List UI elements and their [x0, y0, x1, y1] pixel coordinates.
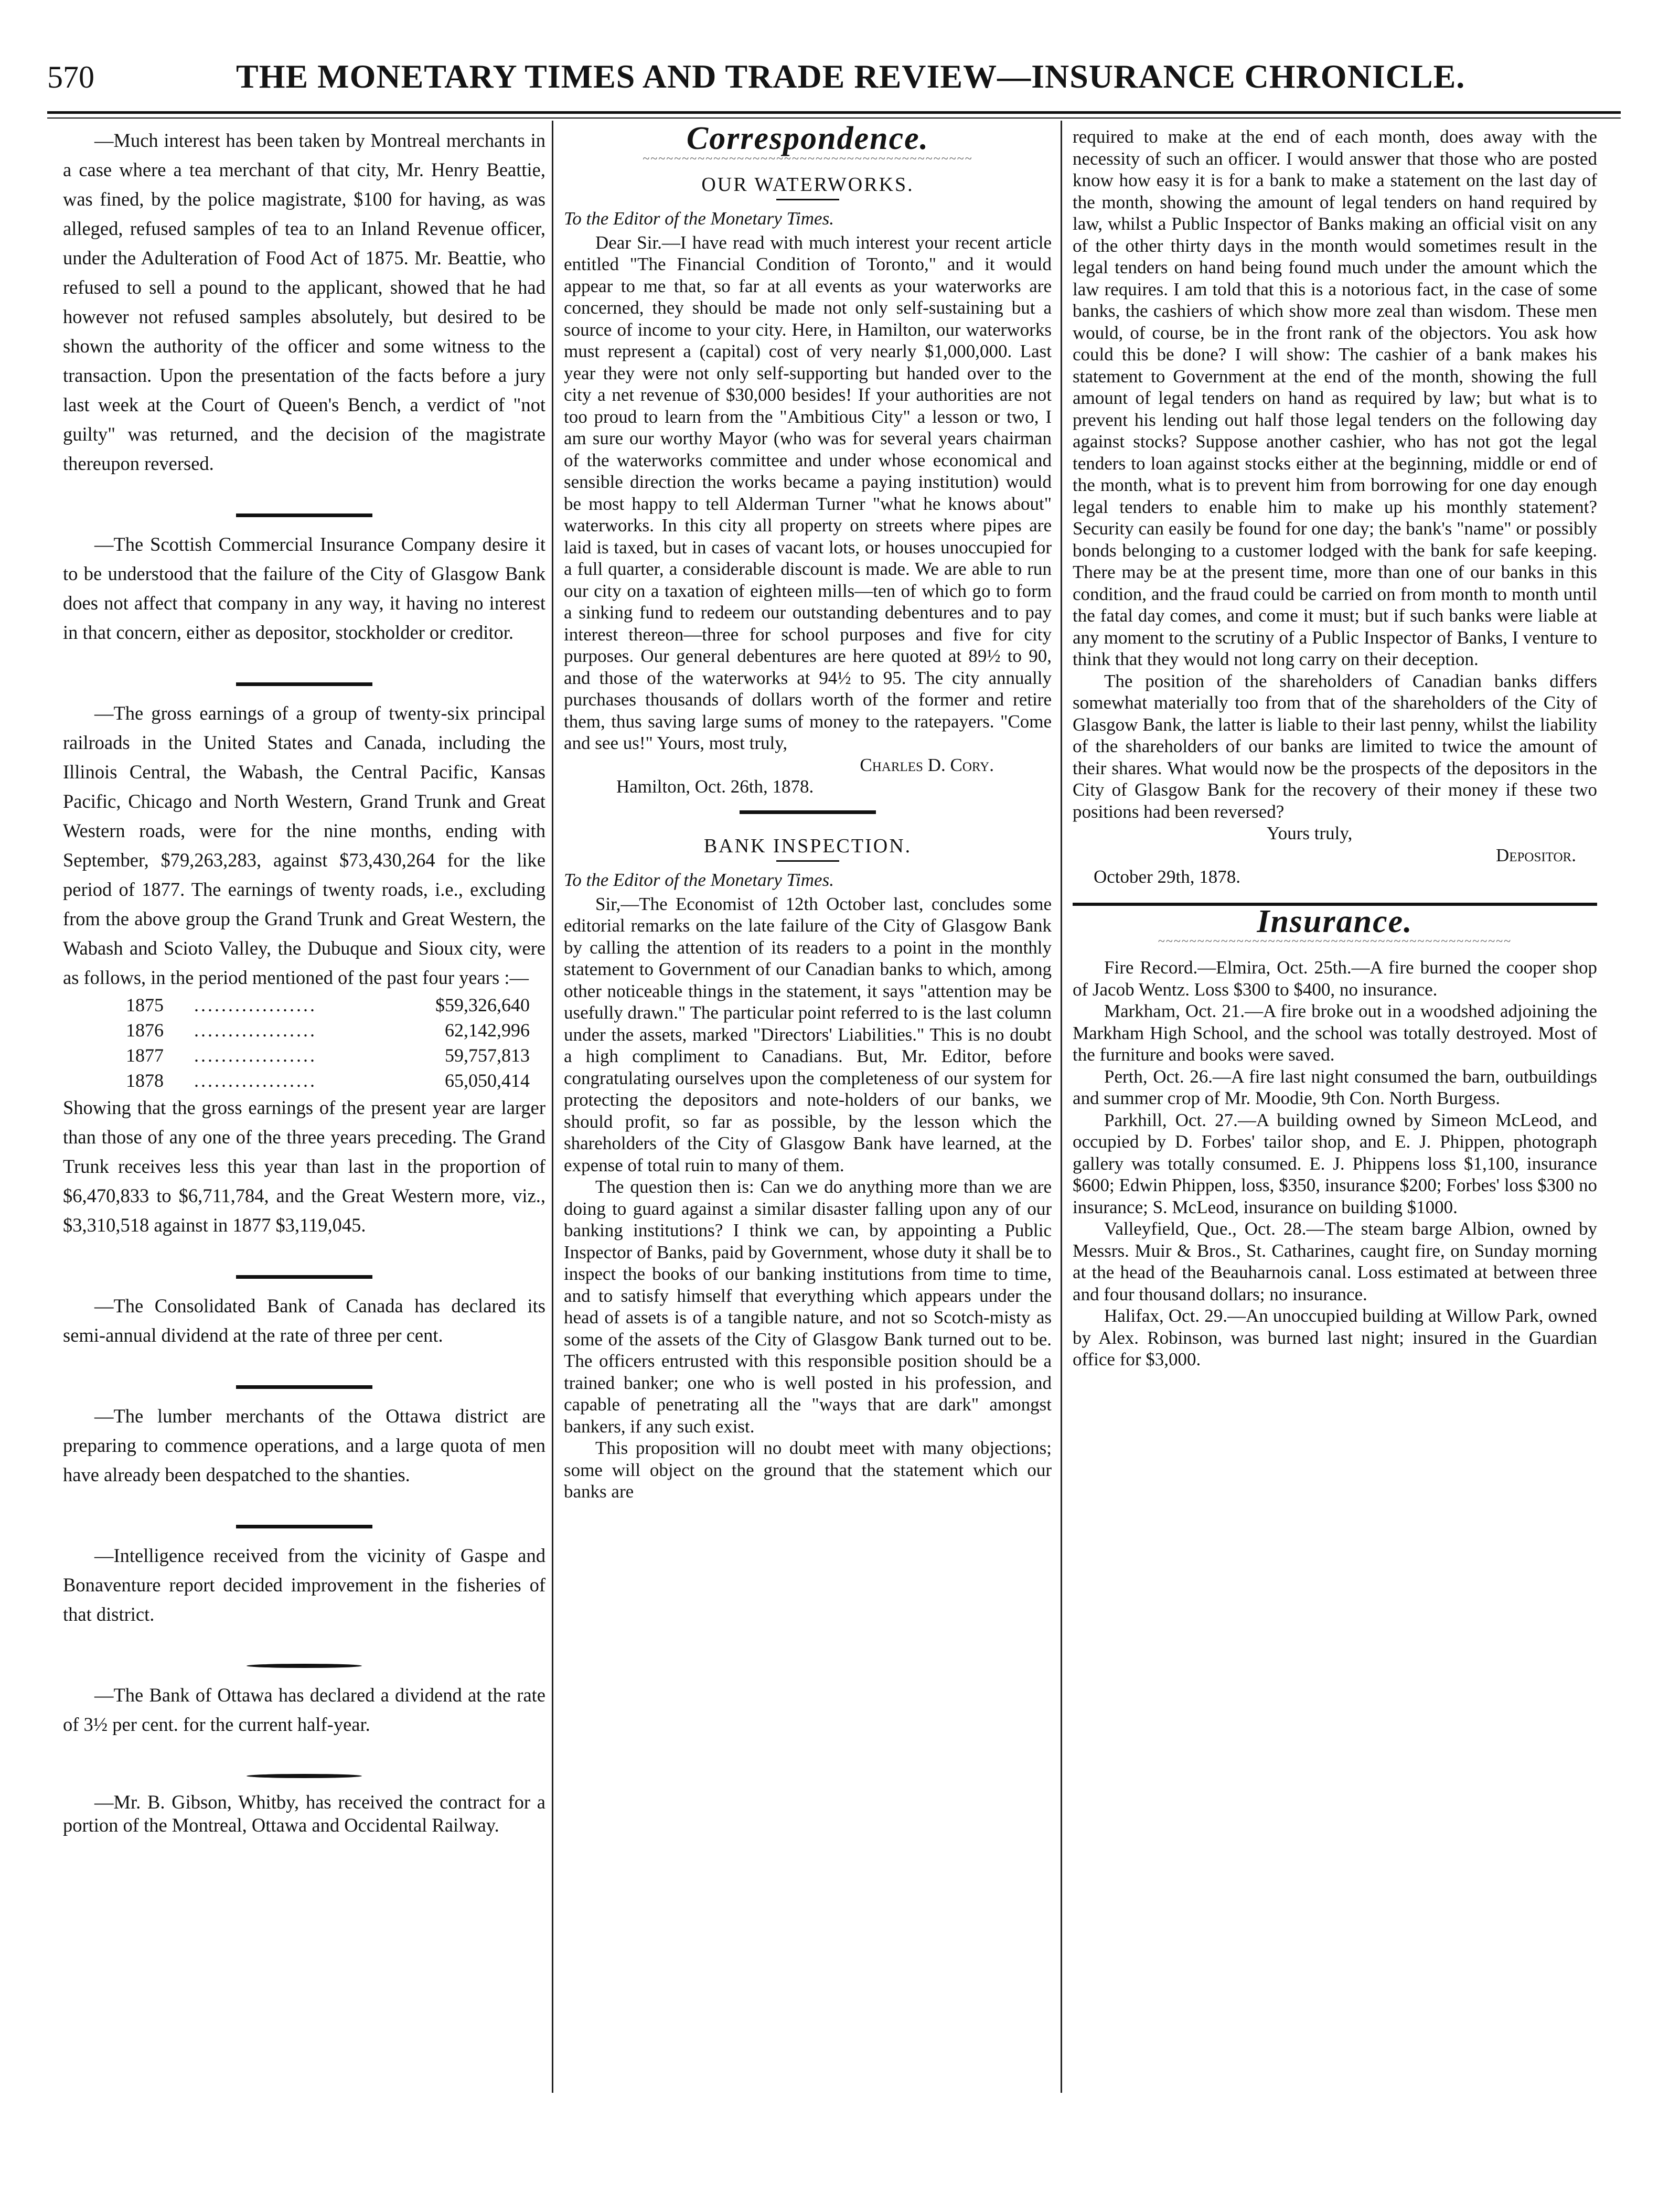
letter-signature-depositor: Depositor.: [1495, 844, 1576, 865]
news-item-gaspe: —Intelligence received from the vicinity of Gaspe and Bonaventure report decided improvement in the fisheries of that district.: [63, 1545, 545, 1625]
column-3: [1073, 126, 1597, 1371]
column-2: [564, 121, 1052, 1503]
railroads-outro: Showing that the gross earnings of the present year are larger than those of any one of the three years preceding. The Grand Trunk receives less this year than last in the proportion of $6,470,833 to $6,711,784, and the Great Western more, viz., $3,310,518 against in 1877 $3,119,045.: [63, 1097, 545, 1236]
ornament-rule: ~~~~~~~~~~~~~~~~~~~~~~~~~~~~~~~~~~~~~~~~~~: [643, 153, 973, 165]
letter-waterworks-body: Dear Sir.—I have read with much interest your recent article entitled "The Financial Condition of Toronto," and it would appear to me that, so far at all events as your waterworks are concerned, they should be made not only self-sustaining but a source of income to your city. Here, in Hamilton, our waterworks must represent a (capital) cost of very nearly $1,000,000. Last year they were not only self-supporting but handed over to the city a net revenue of $30,000 besides! If your authorities are not too proud to learn from the "Ambitious City" a lesson or two, I am sure our worthy Mayor (who was for several years chairman of the waterworks committee and under whose economical and sensible direction the works became a paying institution) would be most happy to tell Alderman Turner "what he knows about" waterworks. In this city all property on streets where pipes are laid is taxed, but in cases of vacant lots, or houses unoccupied for a full quarter, a considerable discount is made. We are able to run our city on a taxation of eighteen mills—ten of which go to form a sinking fund to redeem our outstanding debentures and to pay interest thereon—three for school purposes and five for city purposes. Our general debentures are here quoted at 89½ to 90, and those of the waterworks at 94½ to 95. The city annually purchases thousands of dollars worth of the former and retire them, thus saving large sums of money to the ratepayers. "Come and see us!" Yours, most truly,: [564, 232, 1052, 753]
header-rule: [47, 111, 1621, 114]
news-item-scottish-insurance: —The Scottish Commercial Insurance Company desire it to be understood that the failure of the City of Glasgow Bank does not affect that company in any way, it having no interest in that concern, either as depositor, stockholder or creditor.: [63, 533, 545, 643]
table-row: 1876 .................. 62,142,996: [126, 1020, 530, 1041]
railroads-intro: —The gross earnings of a group of twenty-six principal railroads in the United States and Canada, including the Illinois Central, the Wabash, the Central Pacific, Kansas Pacific, Chicago and North Western, Grand Trunk and Great Western roads, were for the nine months, ending with September, $79,263,283, against $73,430,264 for the like period of 1877. The earnings of twenty roads, i.e., excluding from the above group the Grand Trunk and Great Western, the Wabash and Scioto Valley, the Dubuque and Sioux city, were as follows, in the period mentioned of the past four years :—: [63, 702, 545, 988]
column-1: [63, 126, 545, 1837]
separator-dash: [63, 1761, 545, 1791]
page-title: THE MONETARY TIMES AND TRADE REVIEW—INSURANCE CHRONICLE.: [236, 58, 1465, 95]
fire-record-parkhill: Parkhill, Oct. 27.—A building owned by Simeon McLeod, and occupied by D. Forbes' tailor shop, and E. J. Phippen, photograph gallery was totally consumed. E. J. Phippens loss $1,100, insurance $600; Edwin Phippen, loss, $350, insurance $200; Forbes' loss $300 no insurance; S. McLeod, insurance on building $1000.: [1073, 1109, 1597, 1217]
separator-rule: [63, 500, 545, 530]
header-rule-thin: [47, 117, 1621, 119]
letter-bank-continued: required to make at the end of each month, does away with the necessity of such an officer. I would answer that those who are posted know how easy it is for a bank to make a statement on the last day of the month, showing the amount of legal tenders on hand required by law, whilst a Public Inspector of Banks making an official visit on any of the other thirty days in the month would sometimes result in the legal tenders on hand being found much under the amount which the law requires. I am told that this is a notorious fact, in the case of some banks, the cashiers of which show more zeal than wisdom. These men would, of course, be in the front rank of the objectors. You ask how could this be done? I will show: The cashier of a bank makes his statement to Government at the end of the month, showing the full amount of legal tenders on hand as required by law; but what is to prevent his lending out half those legal tenders on the following day against stocks? Suppose another cashier, who has not got the legal tenders to loan against stocks either at the beginning, middle or end of the month, what is to prevent him from borrowing for one day enough legal tenders to enable him to make up his monthly statement? Security can easily be found for one day; the bank's "name" or possibly bonds belonging to a customer lodged with the bank for safe keeping. There may be at the present time, more than one of our banks in this condition, and the fraud could be carried on from month to month until the fatal day comes, and come it must; but if such banks were liable at any moment to the scrutiny of a Public Inspector of Banks, I venture to think that they would not long carry on their deception.: [1073, 126, 1597, 669]
letter-bank-p3: This proposition will no doubt meet with many objections; some will object on the ground that the statement which our banks are: [564, 1438, 1052, 1502]
column-divider-1: [552, 121, 553, 2093]
separator-rule: [564, 798, 1052, 827]
letter-address: To the Editor of the Monetary Times.: [564, 208, 834, 229]
letter-address: To the Editor of the Monetary Times.: [564, 870, 834, 890]
separator-rule: [63, 1512, 545, 1541]
fire-record-markham: Markham, Oct. 21.—A fire broke out in a woodshed adjoining the Markham High School, and the school was totally destroyed. Most of the furniture and books were saved.: [1073, 1001, 1597, 1065]
section-heading-insurance: Insurance.: [1257, 903, 1413, 939]
table-row: 1878 .................. 65,050,414: [126, 1070, 530, 1091]
separator-rule: [63, 1262, 545, 1291]
page-header: [47, 50, 1621, 108]
ornament-rule: ~~~~~~~~~~~~~~~~~~~~~~~~~~~~~~~~~~~~~~~~~~~~~: [1158, 936, 1512, 947]
letter-bank-p2: The question then is: Can we do anything more than we are doing to guard against a similar disaster falling upon any of our banking institutions? I think we can, by appointing a Public Inspector of Banks, paid by Government, whose duty it shall be to inspect the books of our banking institutions from time to time, and to satisfy himself that everything which appears under the head of assets is of a tangible nature, and not so Scotch-misty as some of the assets of the City of Glasgow Bank turned out to be. The officers entrusted with this responsible position should be a trained banker; one who is well posted in his profession, and capable of penetrating all the "ways that are dark" amongst bankers, if any such exist.: [564, 1176, 1052, 1437]
letter-close: Yours truly,: [1267, 823, 1353, 843]
letter-dateline: Hamilton, Oct. 26th, 1878.: [616, 776, 814, 797]
fire-record-valleyfield: Valleyfield, Que., Oct. 28.—The steam barge Albion, owned by Messrs. Muir & Bros., St. Catharines, caught fire, on Sunday morning at the head of the Beauharnois canal. Loss estimated at between three and four thousand dollars; no insurance.: [1073, 1218, 1597, 1304]
letter-bank-p4: The position of the shareholders of Canadian banks differs somewhat materially too from that of the shareholders of the City of Glasgow Bank, the latter is liable to their last penny, whilst the liability of the shareholders of our banks are limited to twice the amount of their shares. What would now be the prospects of the depositors in the City of Glasgow Bank for the recovery of their money if these two positions had been reversed?: [1073, 670, 1597, 822]
table-row: 1877 .................. 59,757,813: [126, 1045, 530, 1066]
fire-record-elmira: Fire Record.—Elmira, Oct. 25th.—A fire burned the cooper shop of Jacob Wentz. Loss $300 to $400, no insurance.: [1073, 957, 1597, 1000]
separator-rule: [63, 1372, 545, 1401]
page-number: 570: [47, 60, 94, 94]
news-item-beattie: —Much interest has been taken by Montreal merchants in a case where a tea merchant of that city, Mr. Henry Beattie, was fined, by the police magistrate, $100 for having, as was alleged, refused samples of tea to an Inland Revenue officer, under the Adulteration of Food Act of 1875. Mr. Beattie, who refused to sell a pound to the applicant, showed that he had however not refused samples absolutely, but desired to be shown the authority of the officer and some witness to the transaction. Upon the presentation of the facts before a jury last week at the Court of Queen's Bench, a verdict of "not guilty" was returned, and the decision of the magistrate thereupon reversed.: [63, 130, 545, 474]
news-item-lumber: —The lumber merchants of the Ottawa district are preparing to commence operations, and a large quota of men have already been despatched to the shanties.: [63, 1405, 545, 1485]
fire-record-perth: Perth, Oct. 26.—A fire last night consumed the barn, outbuildings and summer crop of Mr. Moodie, 9th Con. North Burgess.: [1073, 1066, 1597, 1108]
earnings-table: [126, 992, 530, 1093]
heading-rule: [776, 860, 839, 862]
column-divider-2: [1061, 121, 1062, 2093]
section-heading-correspondence: Correspondence.: [686, 121, 929, 156]
separator-dash: [63, 1651, 545, 1681]
fire-record-halifax: Halifax, Oct. 29.—An unoccupied building at Willow Park, owned by Alex. Robinson, was burned last night; insured in the Guardian office for $3,000.: [1073, 1306, 1597, 1370]
letter-date: October 29th, 1878.: [1094, 866, 1240, 887]
letter-signature: Charles D. Cory.: [860, 754, 994, 775]
table-row: 1875 .................. $59,326,640: [126, 994, 530, 1015]
news-item-consolidated-bank: —The Consolidated Bank of Canada has declared its semi-annual dividend at the rate of three per cent.: [63, 1295, 545, 1346]
news-item-bank-of-ottawa: —The Bank of Ottawa has declared a dividend at the rate of 3½ per cent. for the current half-year.: [63, 1684, 545, 1735]
heading-our-waterworks: OUR WATERWORKS.: [701, 173, 914, 196]
news-item-gibson: —Mr. B. Gibson, Whitby, has received the contract for a portion of the Montreal, Ottawa and Occidental Railway.: [63, 1791, 545, 1836]
heading-rule: [776, 199, 839, 200]
separator-rule: [63, 669, 545, 699]
heading-bank-inspection: BANK INSPECTION.: [703, 834, 912, 857]
letter-bank-p1: Sir,—The Economist of 12th October last, concludes some editorial remarks on the late failure of the City of Glasgow Bank by calling the attention of its readers to a point in the monthly statement to Government of our Canadian banks to which, among other noticeable things in the statement, it says "attention may be usefully drawn." The particular point referred to is the last column under the assets, marked "Directors' Liabilities." This is no doubt a high compliment to Canadians. But, Mr. Editor, before congratulating ourselves upon the completeness of our system for protecting the depositors and note-holders of our banks, we should profit, so far as possible, by the lesson which the shareholders of the City of Glasgow Bank have learned, at the expense of total ruin to many of them.: [564, 893, 1052, 1175]
